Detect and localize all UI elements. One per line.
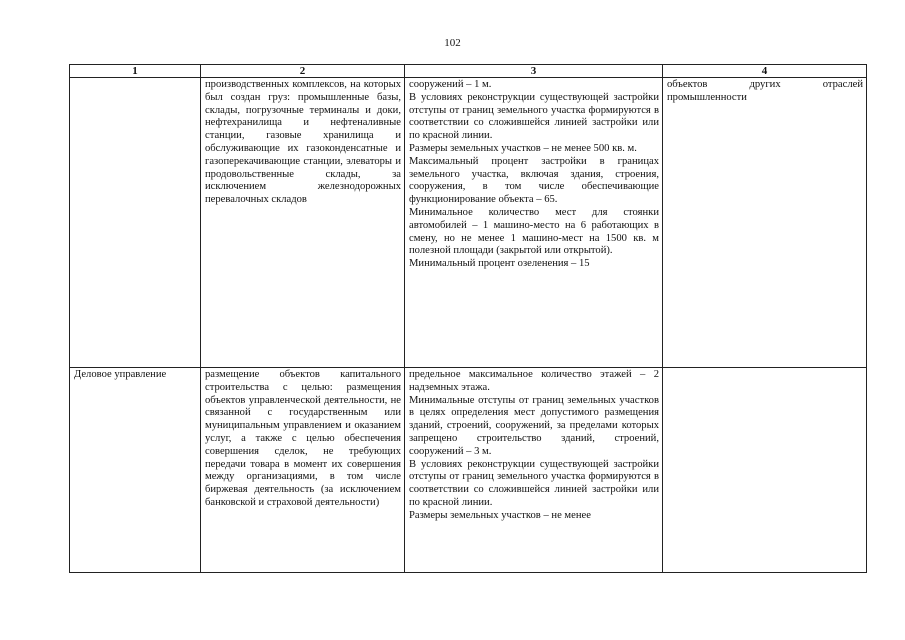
parameter-text: Размеры земельных участков – не менее 500 кв. м. (409, 142, 637, 154)
permitted-use-description: размещение объектов капитального строительства с целью: размещения объектов управленческой деятельности, не связанной с государственным или муниципальным управлением и оказанием услуг, а также с целью обеспечения совершения сделок, не требующих передачи товара в момент их совершения между организациями, в том числе биржевая деятельность (за исключением банковской и страховой деятельности) (205, 369, 401, 508)
use-type-name: Деловое управление (74, 369, 167, 380)
table-header-row (70, 65, 867, 78)
row2-col4-cell (663, 368, 867, 573)
row2-col1-cell (70, 368, 201, 573)
parameter-text: Максимальный процент застройки в границах земельного участка, включая здания, строения, сооружения, в том числе обеспечивающие функционирование объекта – 65. (409, 155, 659, 206)
table-row (70, 78, 867, 368)
row1-col3-cell (405, 78, 663, 368)
page-number: 102 (444, 37, 461, 49)
permitted-use-description: производственных комплексов, на которых был создан груз: промышленные базы, склады, погрузочные терминалы и доки, нефтехранилища и нефтеналивные станции, газовые хранилища и обслуживающие их газоконденсатные и газоперекачивающие станции, элеваторы и продовольственные склады, за исключением железнодорожных перевалочных складов (205, 79, 401, 206)
row1-col1-cell (70, 78, 201, 368)
column-header-1: 1 (70, 65, 201, 78)
parameter-text: В условиях реконструкции существующей застройки отступы от границ земельного участка формируются в соответствии со сложившейся линией застройки или по красной линии. (409, 458, 659, 508)
table-row (70, 368, 867, 573)
row2-col3-cell (405, 368, 663, 573)
parameter-text: предельное максимальное количество этажей – 2 надземных этажа. (409, 369, 659, 393)
column-header-2: 2 (201, 65, 405, 78)
restrictions-text: объектов других отраслей промышленности (667, 79, 863, 103)
row1-col4-cell (663, 78, 867, 368)
parameter-text: Размеры земельных участков – не менее (409, 509, 591, 521)
parameter-text: Минимальный процент озеленения – 15 (409, 258, 590, 270)
column-header-3: 3 (405, 65, 663, 78)
parameter-text: Минимальные отступы от границ земельных участков в целях определения мест допустимого размещения зданий, строений, сооружений, за пределами которых запрещено строительство зданий, строений, сооружений – 3 м. (409, 394, 659, 457)
column-header-4: 4 (663, 65, 867, 78)
row2-col2-cell (201, 368, 405, 573)
row1-col2-cell (201, 78, 405, 368)
regulations-table (69, 64, 867, 573)
parameter-text: Минимальное количество мест для стоянки автомобилей – 1 машино-место на 6 работающих в смену, но не менее 1 машино-мест на 1500 кв. м полезной площади (закрытой или открытой). (409, 206, 659, 257)
parameter-text: В условиях реконструкции существующей застройки отступы от границ земельного участка формируются в соответствии со сложившейся линией застройки или по красной линии. (409, 91, 659, 142)
parameter-text: сооружений – 1 м. (409, 79, 492, 90)
